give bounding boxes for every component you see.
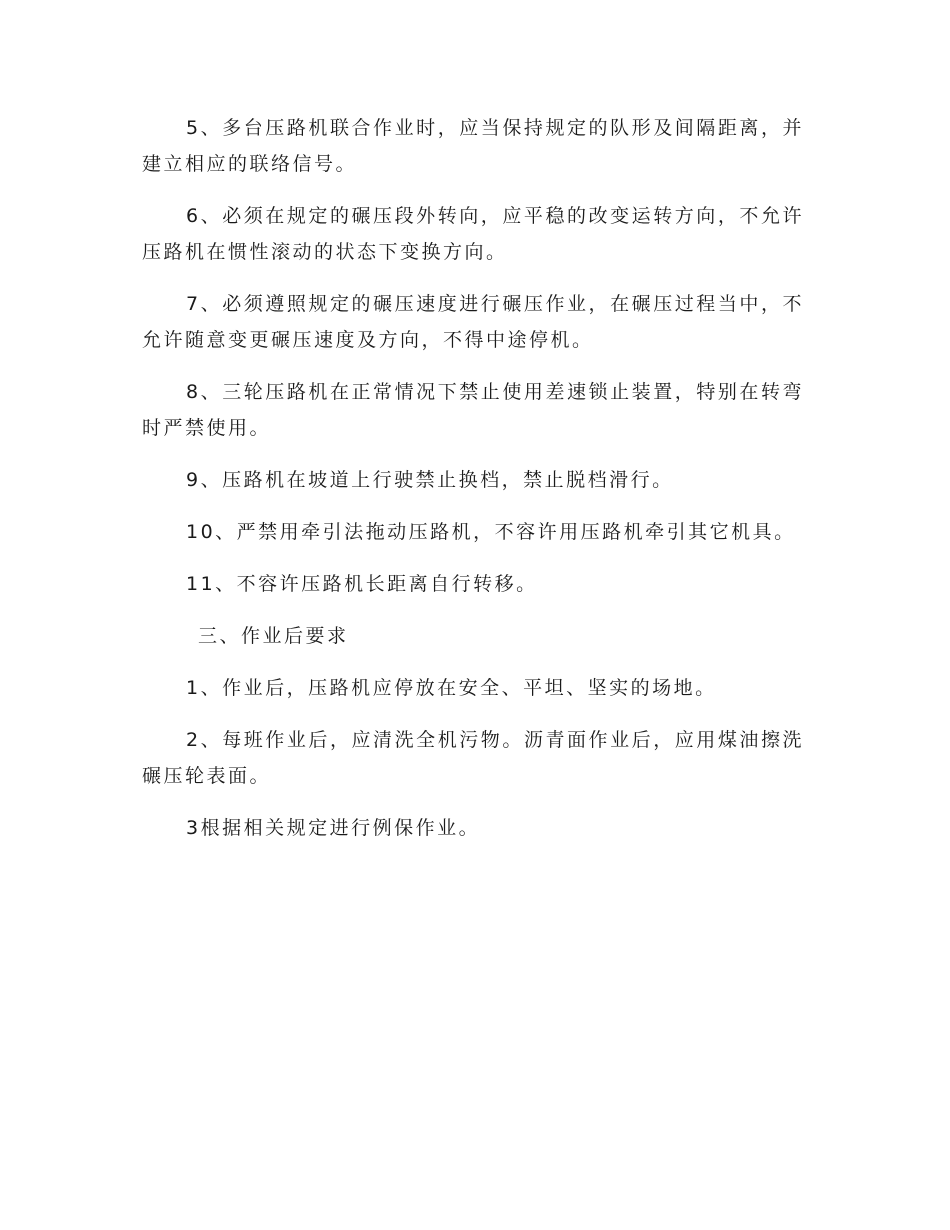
after-paragraph-2: 2、每班作业后，应清洗全机污物。沥青面作业后，应用煤油擦洗碾压轮表面。 [142, 729, 804, 787]
paragraph-6: 6、必须在规定的碾压段外转向，应平稳的改变运转方向，不允许压路机在惯性滚动的状态下变换方向。 [142, 205, 804, 263]
paragraph-9: 9、压路机在坡道上行驶禁止换档，禁止脱档滑行。 [186, 469, 674, 491]
paragraph-10: 10、严禁用牵引法拖动压路机，不容许用压路机牵引其它机具。 [186, 521, 796, 543]
after-paragraph-1: 1、作业后，压路机应停放在安全、平坦、坚实的场地。 [186, 677, 717, 699]
paragraph-11: 11、不容许压路机长距离自行转移。 [186, 573, 538, 595]
after-paragraph-3: 3根据相关规定进行例保作业。 [186, 817, 481, 839]
paragraph-7: 7、必须遵照规定的碾压速度进行碾压作业，在碾压过程当中，不允许随意变更碾压速度及方向，不得中途停机。 [142, 293, 804, 351]
document-body [142, 110, 804, 862]
section-heading: 三、作业后要求 [198, 625, 349, 647]
paragraph-8: 8、三轮压路机在正常情况下禁止使用差速锁止装置，特别在转弯时严禁使用。 [142, 381, 804, 439]
paragraph-5: 5、多台压路机联合作业时，应当保持规定的队形及间隔距离，并建立相应的联络信号。 [142, 117, 804, 175]
